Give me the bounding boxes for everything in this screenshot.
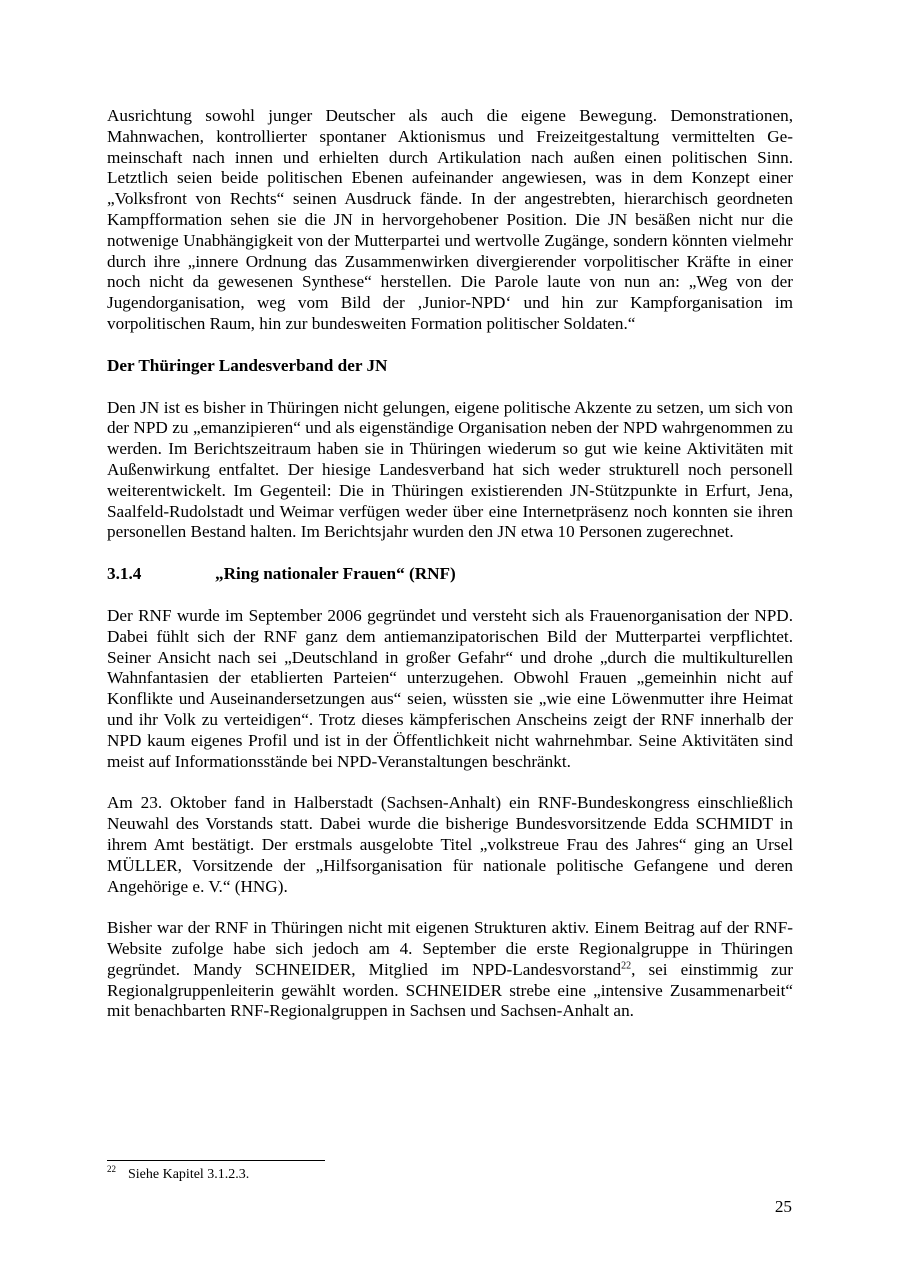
paragraph-jn-ideology: Ausrichtung sowohl junger Deutscher als auch die eigene Bewegung. Demonstrationen, Mahnwachen, kontrollierter spontaner Aktionismus und Freizeitgestaltung vermittelten Gemeinschaft nach innen und erhielten durch Artikulation nach außen einen politischen Sinn. Letztlich seien beide politischen Ebenen aufeinander angewiesen, was in dem Konzept einer „Volksfront von Rechts“ seinen Ausdruck fände. In der angestrebten, hierarchisch geordneten Kampfformation sehen sie die JN in hervorgehobener Position. Die JN besäßen nicht nur die notwenige Unabhängigkeit von der Mutterpartei und wertvolle Zugänge, sondern könnten vielmehr durch ihre „innere Ordnung das Zusammenwirken divergierender vorpolitischer Kräfte in einer noch nicht da gewesenen Synthese“ herstellen. Die Parole laute von nun an: „Weg von der Jugendorganisation, weg vom Bild der ‚Junior-NPD‘ und hin zur Kampforganisation im vorpolitischen Raum, hin zur bundesweiten Formation politischer Soldaten.“	[107, 106, 793, 333]
footnote: 22 Siehe Kapitel 3.1.2.3.	[107, 1164, 250, 1182]
heading-thueringer-landesverband: Der Thüringer Landesverband der JN	[107, 355, 388, 375]
section-heading-rnf	[107, 564, 793, 585]
paragraph-text-part-1: Bisher war der RNF in Thüringen nicht mit eigenen Strukturen aktiv. Einem Beitrag auf der RNF-Website zufolge habe sich jedoch am 4. September die erste Regionalgruppe in Thüringen gegründet. Mandy SCHNEIDER, Mitglied im NPD-Landesvorstand	[107, 918, 793, 979]
paragraph-rnf-founding: Der RNF wurde im September 2006 gegründet und versteht sich als Frauenorganisation der NPD. Dabei fühlt sich der RNF ganz dem antiemanzipatorischen Bild der Mutterpartei verpflichtet. Seiner Ansicht nach sei „Deutschland in großer Gefahr“ und drohe „durch die multikulturellen Wahnfantasien der etablierten Parteien“ unterzugehen. Obwohl Frauen „gemeinhin nicht auf Konflikte und Auseinandersetzungen aus“ seien, wüssten sie „wie eine Löwenmutter ihre Heimat und ihr Volk zu verteidigen“. Trotz dieses kämpferischen Anscheins zeigt der RNF innerhalb der NPD kaum eigenes Profil und ist in der Öffentlichkeit nicht wahrnehmbar. Seine Aktivitäten sind meist auf Informationsstände bei NPD-Veranstaltungen beschränkt.	[107, 605, 793, 771]
paragraph-rnf-thueringen	[107, 918, 793, 1022]
section-title: „Ring nationaler Frauen“ (RNF)	[215, 564, 456, 584]
footnote-separator	[107, 1160, 325, 1161]
paragraph-rnf-congress: Am 23. Oktober fand in Halberstadt (Sachsen-Anhalt) ein RNF-Bundeskongress einschließlich Neuwahl des Vorstands statt. Dabei wurde die bisherige Bundesvorsitzende Edda SCHMIDT in ihrem Amt bestätigt. Der erstmals ausgelobte Titel „volkstreue Frau des Jahres“ ging an Ursel MÜLLER, Vorsitzende der „Hilfsorganisation für nationale politische Gefangene und deren Angehörige e. V.“ (HNG).	[107, 793, 793, 896]
footnote-text: Siehe Kapitel 3.1.2.3.	[128, 1167, 250, 1182]
paragraph-text-part-2: , sei einstimmig zur Regionalgruppenleiterin gewählt worden. SCHNEIDER strebe eine „intensive Zusammenarbeit“ mit benachbarten RNF-Regionalgruppen in Sachsen und Sachsen-Anhalt an.	[107, 959, 793, 1021]
section-number: 3.1.4	[107, 564, 142, 584]
footnote-reference[interactable]: 22	[621, 960, 632, 972]
page-number: 25	[774, 1197, 792, 1216]
paragraph-jn-thueringen: Den JN ist es bisher in Thüringen nicht gelungen, eigene politische Akzente zu setzen, um sich von der NPD zu „emanzipieren“ und als eigenständige Organisation neben der NPD wahrgenommen zu werden. Im Berichtszeitraum haben sie in Thüringen wiederum so gut wie keine Aktivitäten mit Außenwirkung entfaltet. Der hiesige Landesverband hat sich weder strukturell noch personell weiterentwickelt. Im Gegenteil: Die in Thüringen existierenden JN-Stützpunkte in Erfurt, Jena, Saalfeld-Rudolstadt und Weimar verfügen weder über eine Internetpräsenz noch konnten sie ihren personellen Bestand halten. Im Berichtsjahr wurden den JN etwa 10 Personen zugerechnet.	[107, 397, 793, 542]
page-body	[107, 106, 793, 1022]
